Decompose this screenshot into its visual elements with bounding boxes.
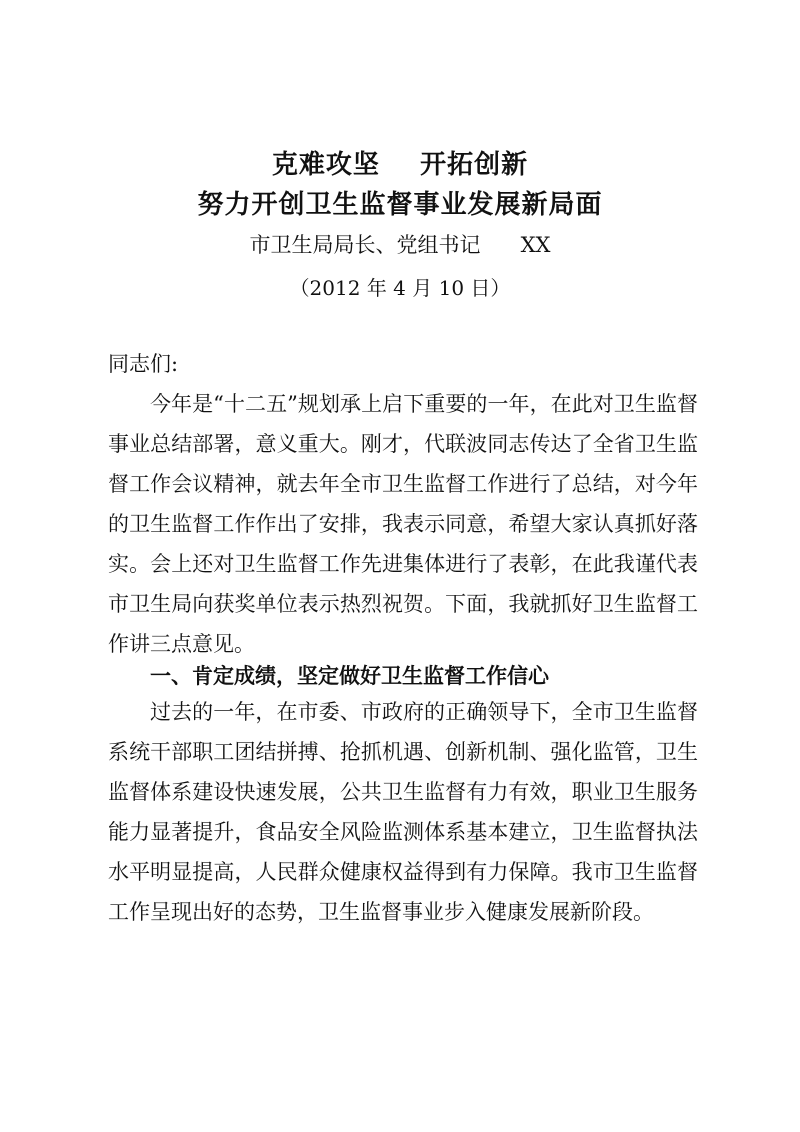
paragraph-1: 今年是“十二五”规划承上启下重要的一年，在此对卫生监督事业总结部署，意义重大。刚才，代联波同志传达了全省卫生监督工作会议精神，就去年全市卫生监督工作进行了总结，对今年的卫生监督工作作出了安排，我表示同意，希望大家认真抓好落实。会上还对卫生监督工作先进集体进行了表彰，在此我谨代表市卫生局向获奖单位表示热烈祝贺。下面，我就抓好卫生监督工作讲三点意见。: [108, 392, 698, 656]
author-line: 市卫生局局长、党组书记 XX: [249, 233, 551, 257]
section-1-heading: 一、肯定成绩，坚定做好卫生监督工作信心: [150, 663, 549, 688]
title-line-2: 努力开创卫生监督事业发展新局面: [197, 190, 603, 220]
title-line-1: 克难攻坚 开拓创新: [271, 150, 529, 180]
salutation: 同志们:: [108, 352, 179, 376]
date-line: （2012 年 4 月 10 日）: [289, 276, 511, 300]
paragraph-2: 过去的一年，在市委、市政府的正确领导下，全市卫生监督系统干部职工团结拼搏、抢抓机遇、创新机制、强化监管，卫生监督体系建设快速发展，公共卫生监督有力有效，职业卫生服务能力显著提升，食品安全风险监测体系基本建立，卫生监督执法水平明显提高，人民群众健康权益得到有力保障。我市卫生监督工作呈现出好的态势，卫生监督事业步入健康发展新阶段。: [108, 700, 698, 924]
